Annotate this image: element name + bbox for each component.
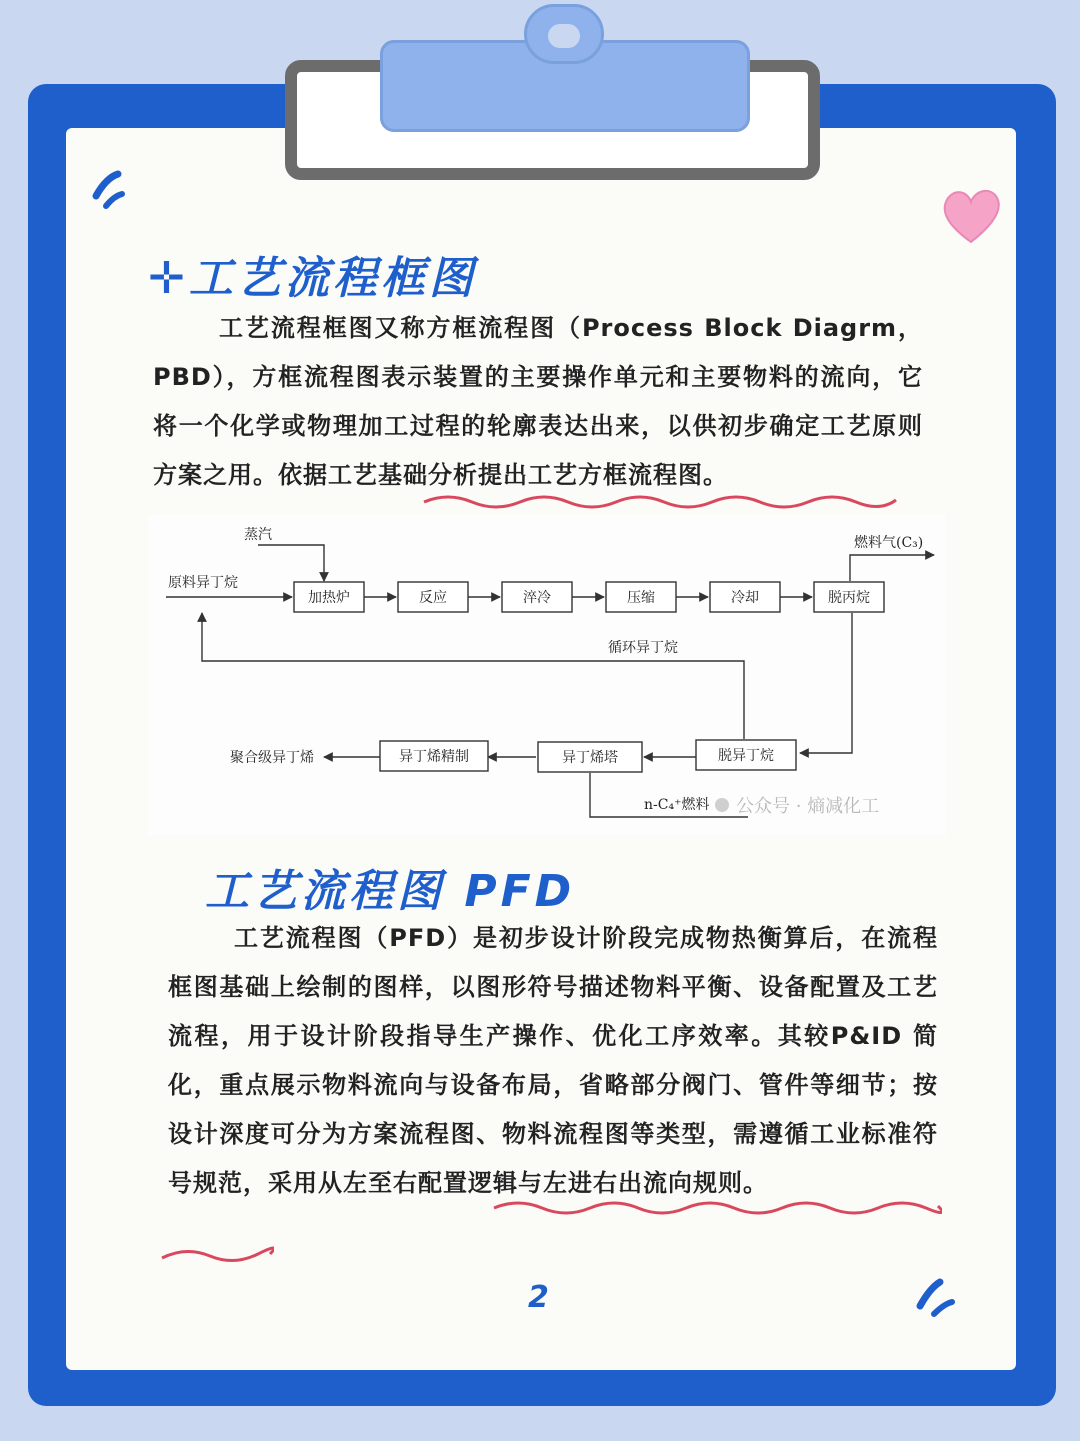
box-compress: 压缩 xyxy=(627,590,655,606)
deco-stroke-icon xyxy=(912,1272,962,1322)
section-title: ✛工艺流程框图 xyxy=(148,253,477,304)
label-steam: 蒸汽 xyxy=(244,527,272,543)
underline-squiggle xyxy=(158,1244,274,1266)
box-deisobutanizer: 脱异丁烷 xyxy=(718,748,774,764)
box-reaction: 反应 xyxy=(419,590,447,606)
label-nc4: n-C₄⁺燃料 xyxy=(644,797,710,813)
watermark: 公众号 · 熵减化工 xyxy=(736,796,880,817)
clip-hole xyxy=(548,24,580,48)
section-paragraph: 工艺流程图（PFD）是初步设计阶段完成物热衡算后，在流程框图基础上绘制的图样，以图形符号描述物料平衡、设备配置及工艺流程，用于设计阶段指导生产操作、优化工序效率。其较P&ID 简化，重点展示物料流向与设备布局，省略部分阀门、管件等细节；按设计深度可分为方案流程图、物料流程图等类型，需遵循工业标准符号规范，采用从左至右配置逻辑与左进右出流向规则。 xyxy=(168,924,938,1197)
box-quench: 淬冷 xyxy=(523,590,551,606)
label-recycle: 循环异丁烷 xyxy=(608,640,678,656)
section-paragraph: 工艺流程框图又称方框流程图（Process Block Diagrm，PBD），方框流程图表示装置的主要操作单元和主要物料的流向，它将一个化学或物理加工过程的轮廓表达出来，以供初步确定工艺原则方案之用。依据工艺基础分析提出工艺方框流程图。 xyxy=(153,314,923,489)
underline-squiggle xyxy=(420,490,900,512)
label-fuel-gas: 燃料气(C₃) xyxy=(854,535,924,551)
box-depropanizer: 脱丙烷 xyxy=(828,590,870,606)
underline-squiggle xyxy=(490,1196,942,1218)
box-heater: 加热炉 xyxy=(308,590,350,606)
watermark-icon xyxy=(715,798,729,812)
section-title: 工艺流程图 PFD xyxy=(205,866,576,917)
page-number: 2 xyxy=(528,1280,549,1315)
box-isobutene-tower: 异丁烯塔 xyxy=(562,750,618,766)
deco-stroke-icon xyxy=(88,168,138,218)
label-feed: 原料异丁烷 xyxy=(168,575,238,591)
box-cool: 冷却 xyxy=(731,590,759,606)
heart-icon xyxy=(938,186,1004,246)
box-isobutene-refining: 异丁烯精制 xyxy=(399,749,469,765)
label-product: 聚合级异丁烯 xyxy=(230,750,314,766)
process-block-diagram xyxy=(148,515,946,835)
